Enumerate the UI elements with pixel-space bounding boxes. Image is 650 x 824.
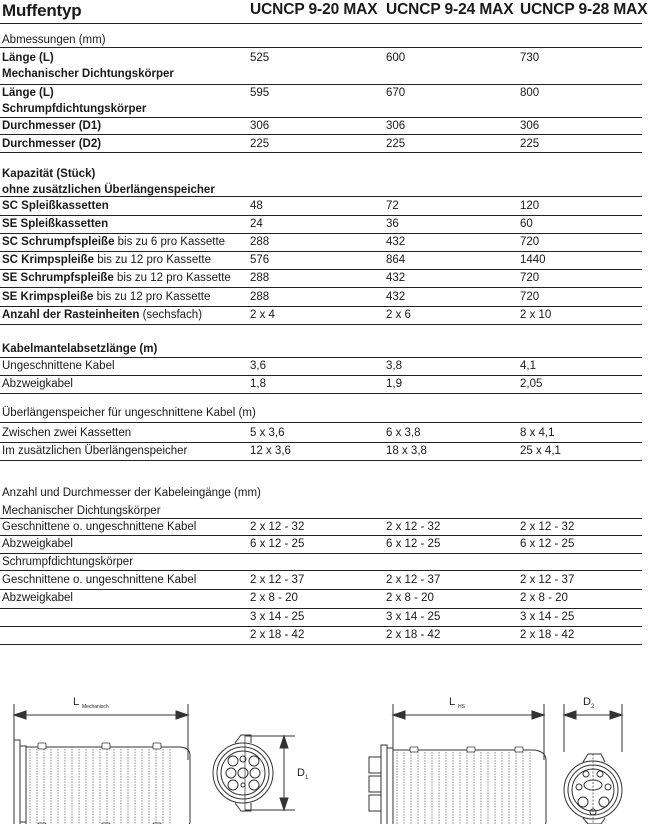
length-label: L: [73, 696, 80, 708]
section-heading-row: [0, 32, 642, 48]
section-heading-row: [0, 341, 642, 358]
closure-cylinder: [26, 747, 190, 824]
row-label: Geschnittene o. ungeschnittene Kabel: [2, 574, 197, 586]
section-title: Überlängenspeicher für ungeschnittene Kabel (m): [2, 407, 256, 419]
header-column: UCNCP 9-28 MAX: [520, 1, 648, 18]
cell-value: 18 x 3,8: [386, 445, 427, 457]
cell-value: 225: [250, 138, 270, 150]
section-heading-row: [0, 166, 642, 197]
cell-value: 2 x 12 - 37: [250, 574, 305, 586]
cell-value: 2 x 12 - 32: [520, 521, 575, 533]
arrow-down-icon: [280, 798, 288, 810]
cell-value: 3,6: [250, 360, 266, 372]
cell-value: 72: [386, 200, 399, 212]
table-row: [0, 85, 642, 118]
section-title-text: Kabelmantelabsetzlänge (m): [2, 343, 158, 355]
cell-value: 4,1: [520, 360, 536, 372]
table-row: [0, 118, 642, 135]
table-row: [0, 136, 642, 153]
row-label: [2, 270, 231, 286]
cell-value: 2 x 8 - 20: [520, 592, 568, 604]
section-title-line2: ohne zusätzlichen Überlängenspeicher: [2, 184, 215, 196]
cell-value: 2 x 6: [386, 309, 411, 321]
row-label: [2, 252, 211, 268]
row-label-line1: Länge (L): [2, 87, 54, 99]
cell-value: 432: [386, 291, 406, 303]
length-subscript: Mechanisch: [82, 704, 109, 710]
row-label-bold: SC Schrumpfspleiße: [2, 236, 115, 248]
row-label: Zwischen zwei Kassetten: [2, 427, 132, 439]
row-label: [2, 85, 146, 117]
row-label: [2, 234, 225, 250]
arrow-right-icon: [532, 711, 544, 719]
cell-value: 225: [386, 138, 406, 150]
cell-value: 2 x 12 - 37: [520, 574, 575, 586]
length-label: L: [449, 696, 456, 708]
table-row: [0, 425, 642, 443]
row-label: Geschnittene o. ungeschnittene Kabel: [2, 521, 197, 533]
header-label: Muffentyp: [2, 1, 82, 20]
cell-value: 730: [520, 52, 540, 64]
subsection-title: Mechanischer Dichtungskörper: [2, 505, 161, 517]
row-label-rest: bis zu 12 pro Kassette: [93, 291, 211, 303]
row-label: [2, 50, 174, 82]
row-label: [2, 216, 108, 232]
cell-value: 120: [520, 200, 540, 212]
row-label-line2: Schrumpfdichtungskörper: [2, 103, 147, 115]
cell-value: 720: [520, 291, 540, 303]
row-label-bold: Anzahl der Rasteinheiten: [2, 309, 140, 321]
header-column: UCNCP 9-24 MAX: [386, 1, 514, 18]
table-row: [0, 358, 642, 376]
table-row: [0, 216, 642, 234]
row-label-bold: SC Krimpspleiße: [2, 254, 95, 266]
diameter-label: D: [297, 767, 305, 779]
row-label: Abzweigkabel: [2, 538, 73, 550]
cell-value: 6 x 12 - 25: [386, 538, 441, 550]
cell-value: 288: [250, 272, 270, 284]
arrow-left-icon: [564, 711, 576, 719]
row-label: Ungeschnittene Kabel: [2, 360, 115, 372]
cell-value: 288: [250, 291, 270, 303]
closure-end-view-heatshrink: [555, 690, 650, 824]
cell-value: 3 x 14 - 25: [250, 611, 305, 623]
cell-value: 25 x 4,1: [520, 445, 561, 457]
cell-value: 36: [386, 218, 399, 230]
flange: [381, 745, 387, 824]
row-label: [2, 118, 101, 134]
cable-port: [369, 795, 381, 811]
row-label-bold: SE Spleißkassetten: [2, 218, 109, 230]
arrow-left-icon: [14, 711, 26, 719]
row-label: [2, 307, 202, 323]
subsection-heading-row: [0, 503, 642, 519]
table-row: [0, 519, 642, 536]
arrow-left-icon: [393, 711, 405, 719]
cell-value: 2 x 12 - 32: [250, 521, 305, 533]
cell-value: 60: [520, 218, 533, 230]
row-label-rest: bis zu 12 pro Kassette: [94, 254, 212, 266]
cell-value: 432: [386, 236, 406, 248]
cell-value: 288: [250, 236, 270, 248]
cell-value: 2 x 18 - 42: [520, 629, 575, 641]
cell-value: 306: [520, 120, 540, 132]
cell-value: 720: [520, 236, 540, 248]
row-label: [2, 289, 210, 305]
section-heading-row: [0, 405, 642, 423]
table-row: [0, 270, 642, 288]
length-subscript: HS: [458, 704, 465, 710]
cell-value: 3 x 14 - 25: [386, 611, 441, 623]
cell-value: 2 x 12 - 32: [386, 521, 441, 533]
cell-value: 48: [250, 200, 263, 212]
section-title: [2, 341, 157, 357]
cell-value: 2,05: [520, 378, 543, 390]
table-row: [0, 443, 642, 461]
cell-value: 2 x 12 - 37: [386, 574, 441, 586]
table-row: [0, 252, 642, 270]
seal-body: [20, 746, 26, 822]
cell-value: 3 x 14 - 25: [520, 611, 575, 623]
section-title: [2, 166, 215, 198]
row-label: [2, 198, 109, 214]
arrow-right-icon: [176, 711, 188, 719]
cell-value: 2 x 18 - 42: [386, 629, 441, 641]
cell-value: 12 x 3,6: [250, 445, 291, 457]
cell-value: 225: [520, 138, 540, 150]
cell-value: 3,8: [386, 360, 402, 372]
table-row: [0, 289, 642, 307]
diameter-label: D: [583, 696, 591, 708]
cell-value: 2 x 4: [250, 309, 275, 321]
table-row: [0, 198, 642, 216]
cell-value: 576: [250, 254, 270, 266]
row-label: Abzweigkabel: [2, 378, 73, 390]
cell-value: 864: [386, 254, 406, 266]
row-label-rest: (sechsfach): [139, 309, 203, 321]
table-header: [0, 0, 648, 24]
cell-value: 2 x 18 - 42: [250, 629, 305, 641]
cell-value: 525: [250, 52, 270, 64]
table-row: [0, 627, 642, 645]
table-row: [0, 376, 642, 394]
cell-value: 2 x 8 - 20: [250, 592, 298, 604]
cell-value: 1440: [520, 254, 546, 266]
cell-value: 1,8: [250, 378, 266, 390]
table-row: [0, 234, 642, 252]
cell-value: 2 x 8 - 20: [386, 592, 434, 604]
row-label: [2, 136, 101, 152]
cell-value: 1,9: [386, 378, 402, 390]
row-label-text: Durchmesser (D1): [2, 120, 102, 132]
cell-value: 6 x 12 - 25: [250, 538, 305, 550]
row-label-line2: Mechanischer Dichtungskörper: [2, 68, 174, 80]
cell-value: 5 x 3,6: [250, 427, 285, 439]
cable-port: [369, 776, 381, 792]
header-column: UCNCP 9-20 MAX: [250, 1, 378, 18]
closure-side-view-heatshrink: [365, 690, 565, 824]
row-label-rest: bis zu 12 pro Kassette: [113, 272, 231, 284]
cell-value: 2 x 10: [520, 309, 552, 321]
row-label-text: Durchmesser (D2): [2, 138, 102, 150]
row-label-bold: SC Spleißkassetten: [2, 200, 109, 212]
cell-value: 595: [250, 87, 270, 99]
cell-value: 6 x 3,8: [386, 427, 421, 439]
cell-value: 6 x 12 - 25: [520, 538, 575, 550]
table-row: [0, 572, 642, 590]
cell-value: 24: [250, 218, 263, 230]
row-label-bold: SE Schrumpfspleiße: [2, 272, 114, 284]
flange: [14, 740, 20, 824]
row-label: Abzweigkabel: [2, 592, 73, 604]
section-title: Abmessungen (mm): [2, 34, 106, 46]
row-label-line1: Länge (L): [2, 52, 54, 64]
arrow-right-icon: [610, 711, 622, 719]
row-label-rest: bis zu 6 pro Kassette: [114, 236, 226, 248]
cell-value: 600: [386, 52, 406, 64]
cell-value: 800: [520, 87, 540, 99]
closure-end-view-mechanical: [205, 730, 315, 824]
cable-port: [369, 757, 381, 773]
diameter-subscript: 2: [591, 704, 595, 710]
diameter-subscript: 1: [305, 775, 309, 781]
cell-value: 432: [386, 272, 406, 284]
cell-value: 8 x 4,1: [520, 427, 555, 439]
table-row: [0, 50, 642, 85]
row-label-bold: SE Krimpspleiße: [2, 291, 94, 303]
closure-side-view-mechanical: [0, 690, 200, 824]
cell-value: 720: [520, 272, 540, 284]
table-row: [0, 536, 642, 554]
subsection-title: Schrumpfdichtungskörper: [2, 556, 134, 568]
table-row: [0, 590, 642, 608]
row-label: Im zusätzlichen Überlängenspeicher: [2, 445, 188, 457]
section-title: Anzahl und Durchmesser der Kabeleingänge (mm): [2, 487, 261, 499]
cell-value: 306: [250, 120, 270, 132]
cell-value: 306: [386, 120, 406, 132]
table-row: [0, 307, 642, 325]
subsection-heading-row: [0, 554, 642, 571]
section-title-line1: Kapazität (Stück): [2, 168, 96, 180]
table-row: [0, 608, 642, 627]
arrow-up-icon: [280, 736, 288, 748]
cell-value: 670: [386, 87, 406, 99]
